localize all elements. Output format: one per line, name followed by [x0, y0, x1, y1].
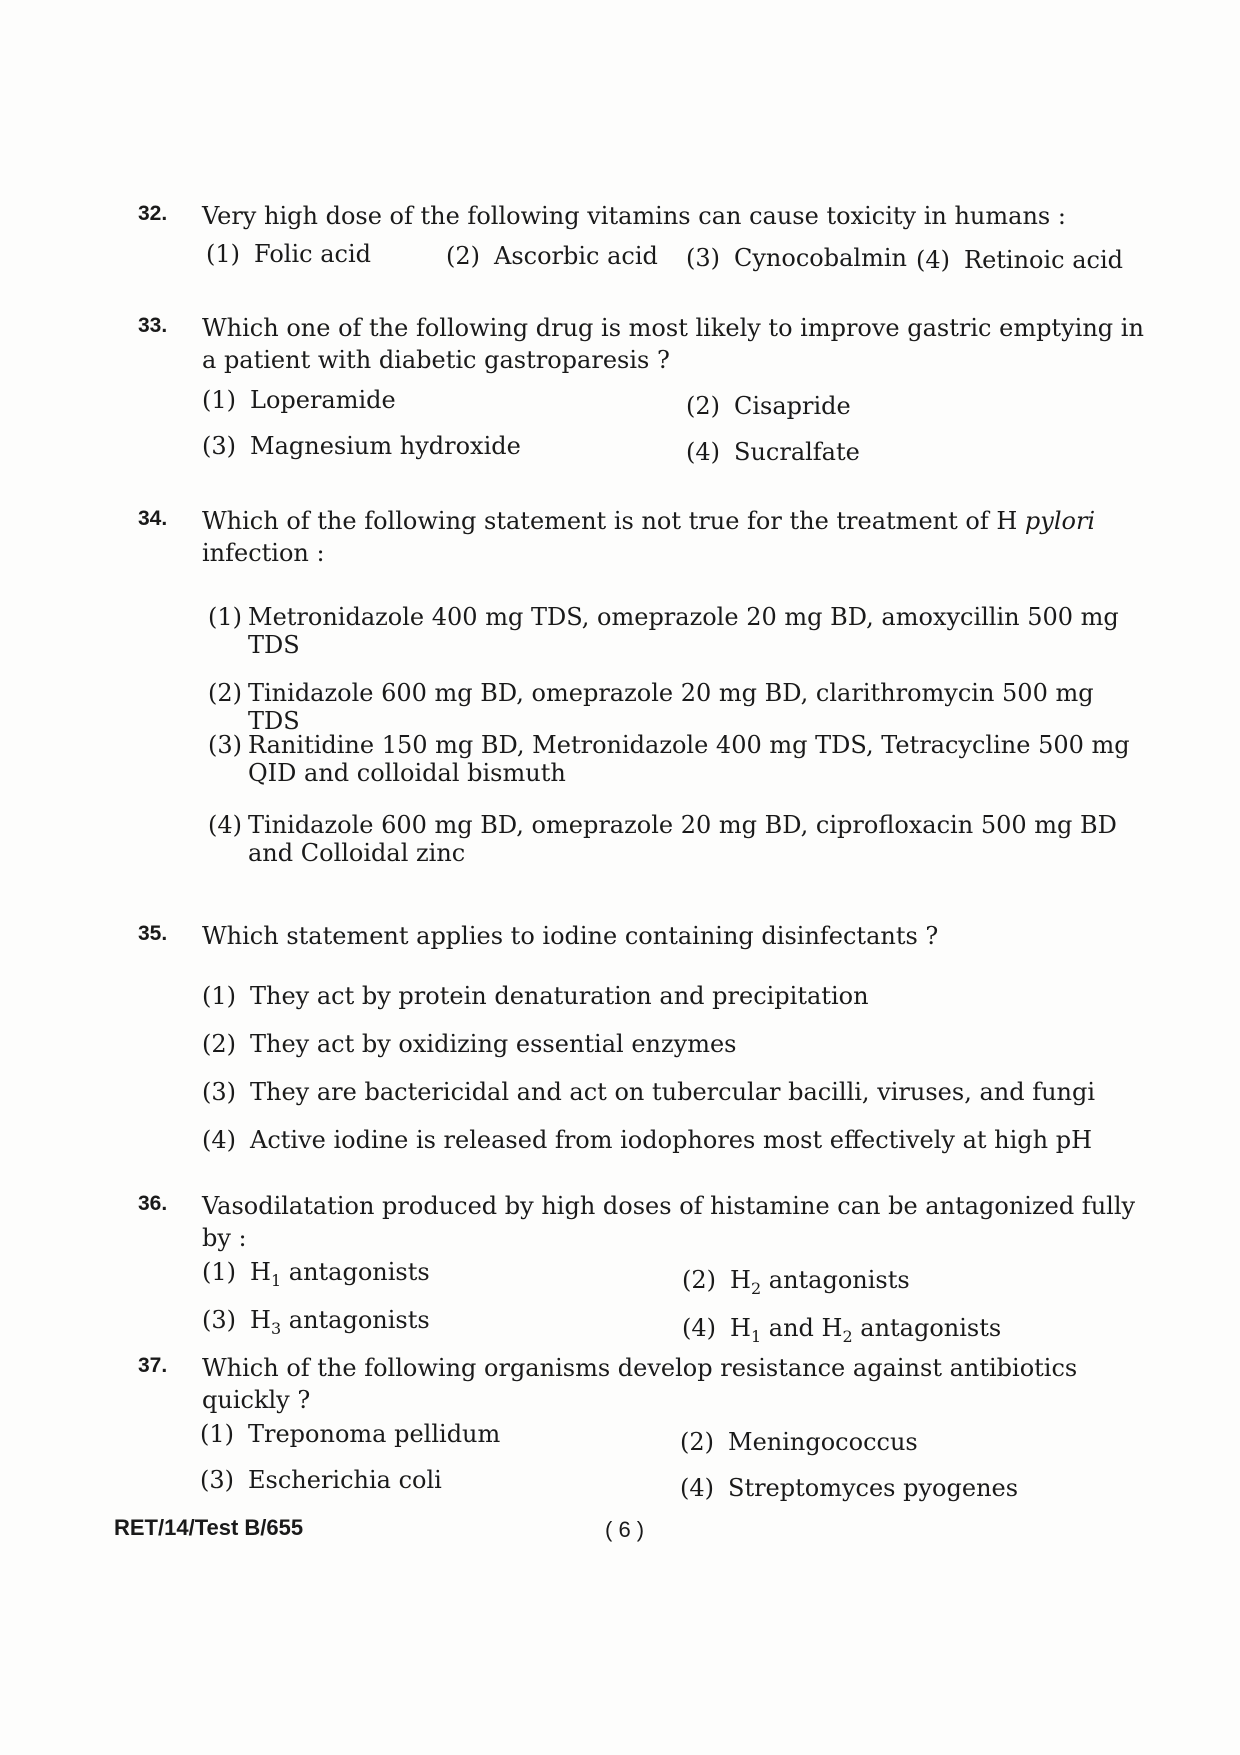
question-34 — [138, 505, 1148, 869]
option-1: (1) $H_1$ antagonists — [202, 1258, 430, 1290]
question-36 — [138, 1190, 1148, 1344]
option-1: (1) Metronidazole 400 mg TDS, omeprazole 20 mg BD, amoxycillin 500 mg TDS — [208, 603, 1119, 659]
option-3: (3) Magnesium hydroxide — [202, 432, 521, 460]
question-text: Which of the following statement is not true for the treatment of H pylori infection : — [202, 507, 1096, 567]
question-number: 35. — [138, 922, 168, 945]
option-2: (2) $H_2$ antagonists — [682, 1266, 910, 1298]
options — [208, 232, 1148, 272]
option-3: (3) $H_3$ antagonists — [202, 1306, 430, 1338]
question-number: 36. — [138, 1192, 168, 1215]
option-4: (4) Sucralfate — [686, 438, 860, 466]
option-4: (4) Tinidazole 600 mg BD, omeprazole 20 mg BD, ciprofloxacin 500 mg BD and Colloidal zinc — [208, 811, 1117, 867]
question-33 — [138, 312, 1148, 466]
question-text: Which one of the following drug is most likely to improve gastric emptying in a patient with diabetic gastroparesis ? — [202, 314, 1144, 374]
question-number: 32. — [138, 202, 168, 225]
question-32 — [138, 200, 1148, 272]
option-2: (2) Ascorbic acid — [446, 242, 658, 270]
option-3: (3) Ranitidine 150 mg BD, Metronidazole 400 mg TDS, Tetracycline 500 mg QID and colloidal bismuth — [208, 731, 1130, 787]
option-3: (3) Cynocobalmin — [686, 244, 907, 272]
question-35 — [138, 920, 1148, 1152]
question-37 — [138, 1352, 1148, 1506]
option-2: (2) They act by oxidizing essential enzymes — [202, 1030, 737, 1058]
test-code: RET/14/Test B/655 — [114, 1515, 304, 1540]
option-2: (2) Cisapride — [686, 392, 851, 420]
option-1: (1) Folic acid — [206, 240, 371, 268]
option-2: (2) Meningococcus — [680, 1428, 918, 1456]
option-1: (1) Loperamide — [202, 386, 396, 414]
question-text: Which of the following organisms develop resistance against antibiotics quickly ? — [202, 1354, 1078, 1414]
question-number: 34. — [138, 507, 168, 530]
question-text: Vasodilatation produced by high doses of histamine can be antagonized fully by : — [202, 1192, 1136, 1252]
option-3: (3) Escherichia coli — [200, 1466, 442, 1494]
option-4: (4) Active iodine is released from iodophores most effectively at high pH — [202, 1126, 1093, 1154]
options — [202, 952, 1148, 1154]
question-number: 37. — [138, 1354, 168, 1377]
option-4: (4) Retinoic acid — [916, 246, 1124, 274]
option-4: (4) $H_1$ and $H_2$ antagonists — [682, 1314, 1002, 1346]
question-text: Very high dose of the following vitamins can cause toxicity in humans : — [202, 202, 1066, 230]
options — [202, 1254, 1148, 1346]
question-number: 33. — [138, 314, 168, 337]
option-3: (3) They are bactericidal and act on tubercular bacilli, viruses, and fungi — [202, 1078, 1096, 1106]
option-4: (4) Streptomyces pyogenes — [680, 1474, 1019, 1502]
option-1: (1) They act by protein denaturation and precipitation — [202, 982, 869, 1010]
option-1: (1) Treponoma pellidum — [200, 1420, 501, 1448]
page-number: ( 6 ) — [605, 1517, 645, 1542]
question-text: Which statement applies to iodine containing disinfectants ? — [202, 922, 939, 950]
options — [200, 1416, 1148, 1506]
option-2: (2) Tinidazole 600 mg BD, omeprazole 20 mg BD, clarithromycin 500 mg TDS — [208, 679, 1094, 735]
options — [208, 569, 1148, 869]
options — [202, 376, 1148, 466]
